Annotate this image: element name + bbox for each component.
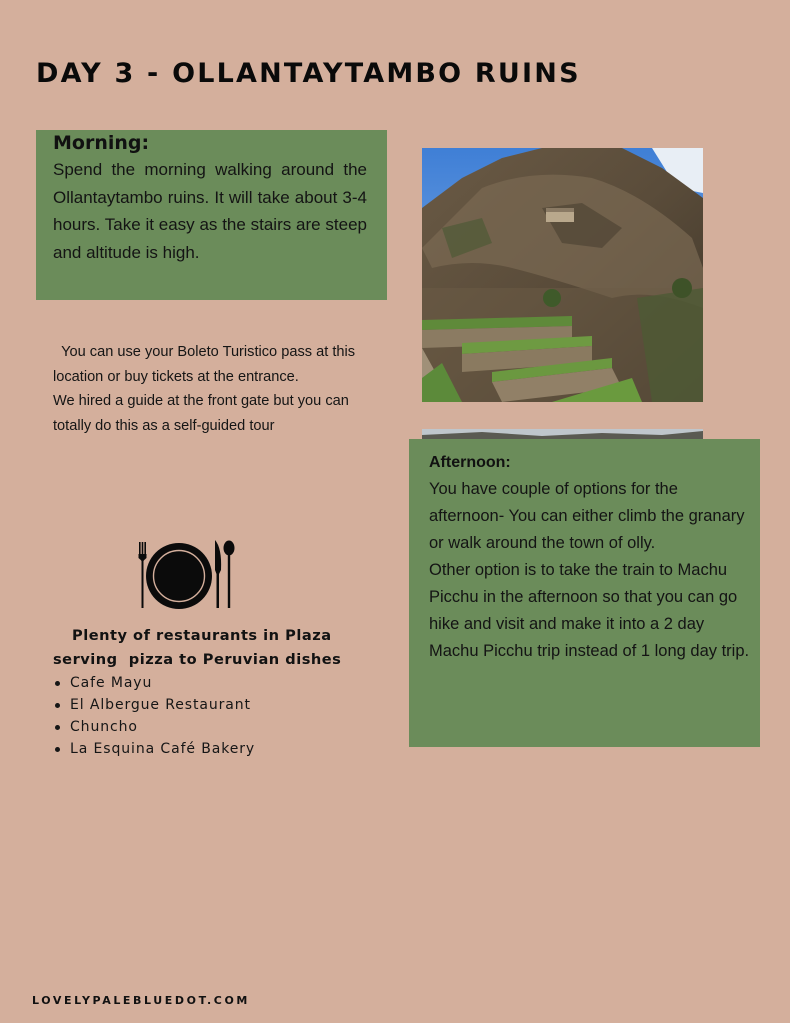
morning-box [36,130,387,300]
afternoon-box [409,439,760,747]
list-item: Cafe Mayu [53,672,255,694]
morning-heading: Morning: [53,132,150,154]
plate-fork-knife-icon [135,536,237,610]
afternoon-paragraph-1: You have couple of options for the afternoon- You can either climb the granary or walk around the town of olly. [429,480,745,552]
restaurants-heading-line1: Plenty of restaurants in Plaza [72,627,332,644]
afternoon-heading: Afternoon: [429,454,511,471]
ticket-info-line1: You can use your Boleto Turistico pass at this location or buy tickets at the entrance. [53,344,360,385]
dining-icon [135,536,237,615]
ticket-info-line2: We hired a guide at the front gate but you can totally do this as a self-guided tour [53,393,349,434]
list-item: El Albergue Restaurant [53,694,255,716]
page-title: DAY 3 - OLLANTAYTAMBO RUINS [36,58,581,89]
list-item: Chuncho [53,716,255,738]
ruins-photo [422,148,703,402]
restaurants-heading [53,624,363,672]
list-item: La Esquina Café Bakery [53,738,255,760]
footer-site-name: LOVELYPALEBLUEDOT.COM [32,994,250,1007]
morning-text: Spend the morning walking around the Ollantaytambo ruins. It will take about 3-4 hours. Take it easy as the stairs are steep and altitude is high. [53,160,367,262]
afternoon-text [429,476,754,665]
restaurant-list [53,672,255,760]
restaurants-heading-line2: serving pizza to Peruvian dishes [53,651,342,668]
afternoon-paragraph-2: Other option is to take the train to Machu Picchu in the afternoon so that you can go hike and visit and make it into a 2 day Machu Picchu trip instead of 1 long day trip. [429,561,750,660]
ticket-info [53,340,363,438]
ruins-photo-image [422,148,703,402]
